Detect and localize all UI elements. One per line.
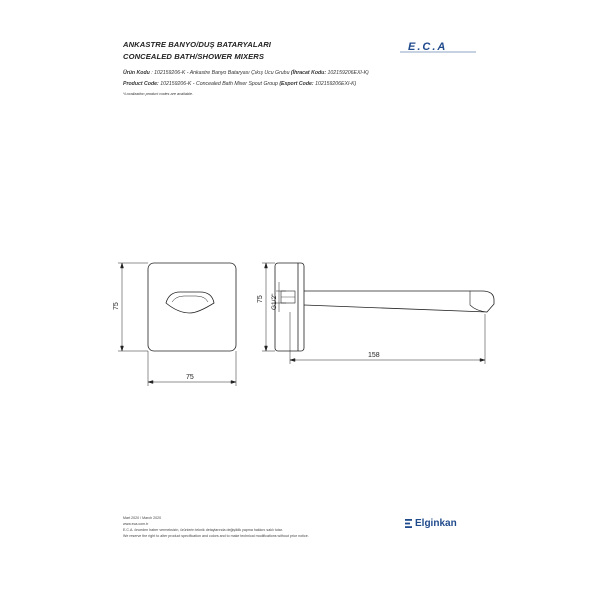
elginkan-brand-text: Elginkan: [415, 518, 457, 529]
product-code-separator: :: [149, 70, 155, 76]
front-height-label: 75: [113, 302, 120, 310]
elginkan-logo-icon: [405, 519, 412, 528]
eca-logo-text: E.C.A: [408, 41, 448, 53]
footer-date: Mart 2020 / March 2020: [123, 516, 162, 520]
front-view-outlet: [166, 292, 214, 313]
footer-disclaimer-tr: E.C.A. önceden haber vermeksizin, ürünlerin teknik detaylarında değişiklik yapma hakkını saklı tutar.: [123, 528, 283, 532]
document-title-english: CONCEALED BATH/SHOWER MIXERS: [123, 52, 265, 61]
spout-length-label: 158: [368, 352, 380, 359]
front-view-plate: [148, 263, 236, 351]
export-code-tr: 102159206EXI-K): [327, 70, 369, 76]
front-width-label: 75: [186, 374, 194, 381]
elginkan-brand: [405, 518, 457, 529]
footer-website[interactable]: www.eca.com.tr: [123, 522, 149, 526]
document-title-turkish: ANKASTRE BANYO/DUŞ BATARYALARI: [123, 40, 271, 49]
side-height-label: 75: [257, 295, 264, 303]
product-description-tr: 102159206-K - Ankastre Banyo Bataryası Çıkış Ucu Grubu: [154, 70, 290, 76]
product-code-label-en: Product Code:: [123, 81, 159, 87]
product-code-label-tr: Ürün Kodu: [123, 70, 150, 76]
front-height-dimension: [118, 263, 148, 351]
spout-length-dimension: [290, 312, 485, 364]
export-code-label-en: (Export Code:: [279, 81, 314, 87]
product-description-en: 102159206-K - Concealed Bath Mixer Spout Group: [160, 81, 278, 87]
footer-disclaimer-en: We reserve the right to alter product specification and colors and to make technical modifications without prior notice.: [123, 534, 309, 538]
localization-note: *Localization product codes are available.: [123, 92, 194, 96]
side-view: [275, 263, 494, 351]
export-code-label-tr: (İhracat Kodu:: [290, 70, 327, 76]
export-code-en: 102159206EXI-K): [315, 81, 357, 87]
thread-label: G1/2": [271, 293, 278, 310]
